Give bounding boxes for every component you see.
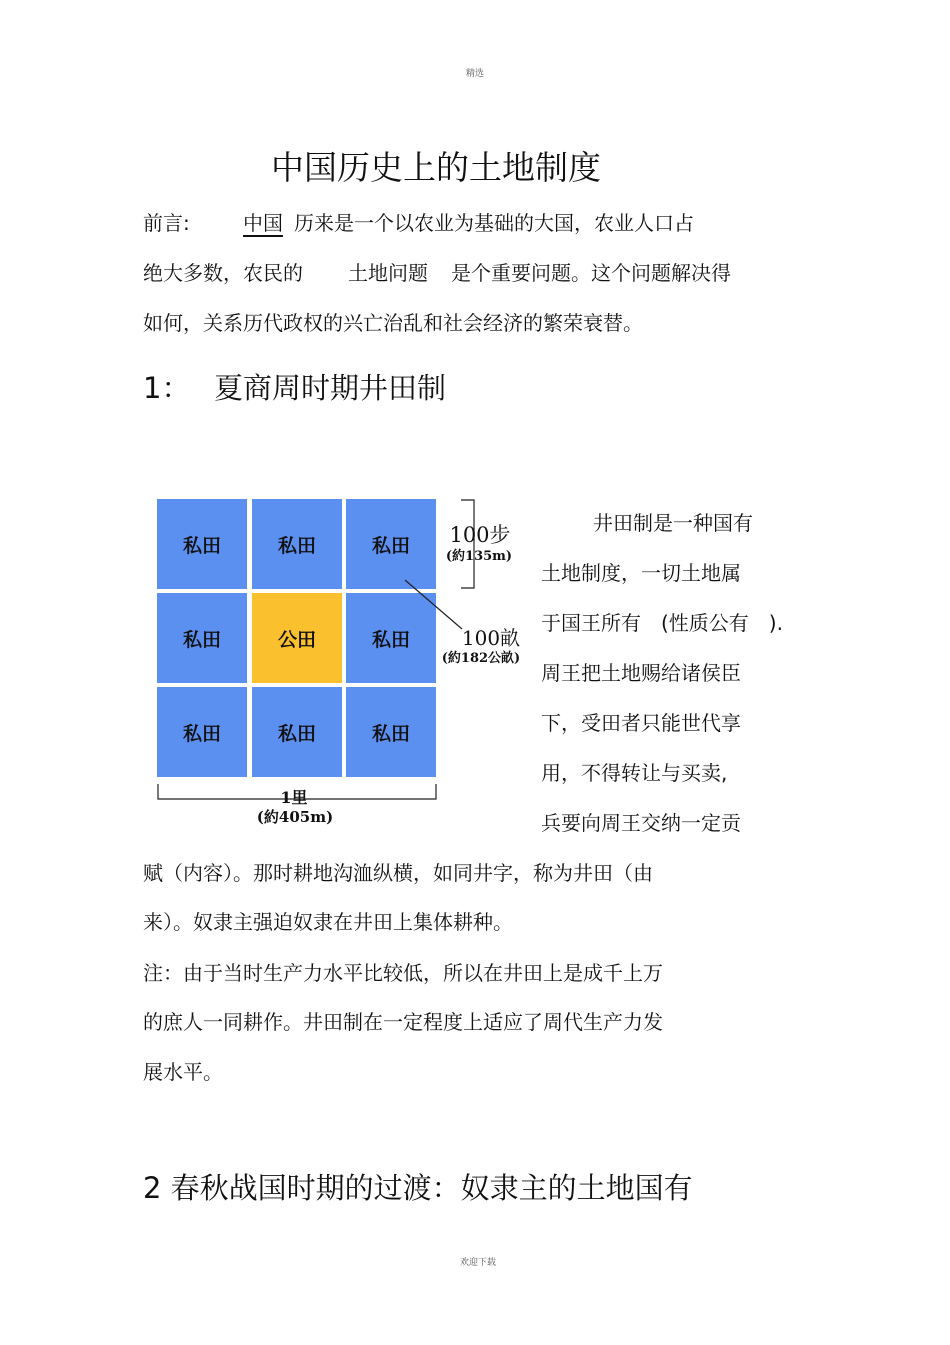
- note-line: 展水平。: [143, 1060, 223, 1084]
- side-text-line: 兵要向周王交纳一定贡: [541, 811, 741, 835]
- preface-label: 前言:: [143, 211, 190, 235]
- private-field-cell: 私田: [157, 499, 247, 589]
- private-field-cell: 私田: [157, 593, 247, 683]
- preface-line-2a: 绝大多数，农民的: [143, 261, 303, 285]
- page-footer-label: 欢迎下载: [460, 1258, 497, 1268]
- preface-underlined-word: 中国: [243, 211, 283, 235]
- preface-line-2b: 土地问题: [348, 261, 428, 285]
- private-field-cell: 私田: [346, 687, 436, 777]
- well-field-diagram: [157, 499, 437, 779]
- section-1-number: 1：: [143, 371, 191, 405]
- area-sublabel: (約182公畝): [441, 651, 521, 666]
- private-field-cell: 私田: [346, 499, 436, 589]
- preface-line-1: 历来是一个以农业为基础的大国，农业人口占: [294, 211, 694, 235]
- area-label: 100畝: [461, 626, 521, 650]
- private-field-cell: 私田: [252, 499, 342, 589]
- side-text-line: 井田制是一种国有: [593, 511, 753, 535]
- paragraph-line: 来）。奴隶主强迫奴隶在井田上集体耕种。: [143, 910, 513, 934]
- side-text-line: 下，受田者只能世代享: [541, 711, 741, 735]
- section-2-heading: 2 春秋战国时期的过渡：奴隶主的土地国有: [143, 1171, 693, 1205]
- private-field-cell: 私田: [346, 593, 436, 683]
- side-text-line: 于国王所有 (性质公有 ).: [541, 611, 783, 635]
- note-line: 的庶人一同耕作。井田制在一定程度上适应了周代生产力发: [143, 1010, 663, 1034]
- public-field-cell: 公田: [252, 593, 342, 683]
- private-field-cell: 私田: [252, 687, 342, 777]
- side-length-label: 100步: [449, 523, 511, 547]
- preface-line-3: 如何，关系历代政权的兴亡治乱和社会经济的繁荣衰替。: [143, 311, 643, 335]
- paragraph-line: 赋（内容）。那时耕地沟洫纵横，如同井字，称为井田（由: [143, 861, 653, 885]
- page-header-label: 精选: [466, 69, 485, 79]
- side-text-line: 用，不得转让与买卖,: [541, 761, 728, 785]
- document-title: 中国历史上的土地制度: [271, 148, 601, 187]
- private-field-cell: 私田: [157, 687, 247, 777]
- side-text-line: 土地制度，一切土地属: [541, 561, 741, 585]
- side-length-sublabel: (約135m): [445, 549, 513, 564]
- bottom-length-label: 1里: [280, 788, 308, 807]
- bottom-length-sublabel: (約405m): [256, 808, 334, 826]
- side-text-line: 周王把土地赐给诸侯臣: [541, 661, 741, 685]
- section-1-heading: 夏商周时期井田制: [214, 371, 447, 405]
- preface-line-2c: 是个重要问题。这个问题解决得: [451, 261, 731, 285]
- note-line: 注：由于当时生产力水平比较低，所以在井田上是成千上万: [143, 961, 663, 985]
